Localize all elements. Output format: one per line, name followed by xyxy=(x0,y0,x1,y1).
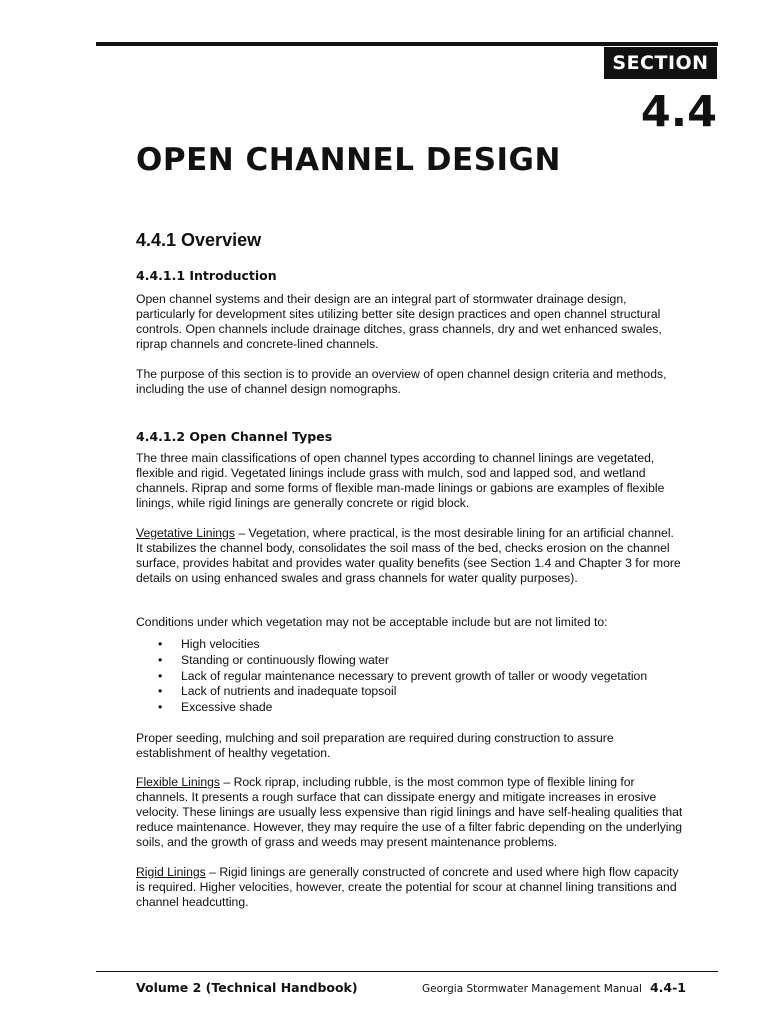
overview-heading: 4.4.1 Overview xyxy=(136,230,262,250)
footer-right xyxy=(422,980,686,995)
rigid-linings-paragraph xyxy=(136,865,684,910)
list-item xyxy=(136,669,684,685)
open-channel-types-heading: 4.4.1.2 Open Channel Types xyxy=(136,429,333,444)
section-label: SECTION xyxy=(604,47,717,79)
page-number: 4.4-1 xyxy=(649,980,686,995)
vegetative-linings-text: – Vegetation, where practical, is the most desirable lining for an artificial channel. It stabilizes the channel body, consolidates the soil mass of the bed, checks erosion on the channel surface, provides habitat and provides water quality benefits (see Section 1.4 and Chapter 3 for more details on using enhanced swales and grass channels for water quality purposes). xyxy=(136,526,681,585)
types-intro-paragraph: The three main classifications of open channel types according to channel linings are vegetated, flexible and rigid. Vegetated linings include grass with mulch, sod and lapped sod, and wetland channels. Riprap and some forms of flexible man-made linings or gabions are examples of flexible linings, while rigid linings are generally concrete or rigid block. xyxy=(136,451,665,510)
list-item xyxy=(136,653,684,669)
bullet-icon: • xyxy=(158,700,163,715)
list-item-text: High velocities xyxy=(181,637,260,651)
rigid-linings-text: – Rigid linings are generally constructed of concrete and used where high flow capacity is required. Higher velocities, however, create the potential for scour at channel lining transitions and channel headcutting. xyxy=(136,865,679,909)
introduction-heading: 4.4.1.1 Introduction xyxy=(136,268,277,283)
rigid-linings-term: Rigid Linings xyxy=(136,865,206,879)
section-number: 4.4 xyxy=(640,87,717,137)
introduction-paragraph-1: Open channel systems and their design are an integral part of stormwater drainage design, particularly for development sites utilizing better site design practices and open channel structural controls. Open channels include drainage ditches, grass channels, dry and wet enhanced swales, riprap channels and concrete-lined channels. xyxy=(136,292,662,351)
list-item xyxy=(136,700,684,716)
bullet-icon: • xyxy=(158,637,163,651)
list-item-text: Lack of nutrients and inadequate topsoil xyxy=(181,684,397,699)
conditions-intro: Conditions under which vegetation may not be acceptable include but are not limited to: xyxy=(136,615,608,629)
footer-volume: Volume 2 (Technical Handbook) xyxy=(136,980,358,995)
bullet-icon: • xyxy=(158,668,163,683)
list-item-text: Standing or continuously flowing water xyxy=(181,652,389,667)
list-item-text: Lack of regular maintenance necessary to prevent growth of taller or woody vegetation xyxy=(181,668,648,683)
flexible-linings-text: – Rock riprap, including rubble, is the most common type of flexible lining for channels. It presents a rough surface that can dissipate energy and mitigate increases in erosive velocity. These linings are usually less expensive than rigid linings and have self-healing qualities that reduce maintenance. However, they may require the use of a filter fabric depending on the underlying soils, and the growth of grass and weeds may present maintenance problems. xyxy=(136,775,683,849)
page-title: OPEN CHANNEL DESIGN xyxy=(136,142,561,178)
introduction-paragraph-2: The purpose of this section is to provide an overview of open channel design criteria and methods, including the use of channel design nomographs. xyxy=(136,367,667,396)
top-rule xyxy=(96,42,718,46)
list-item xyxy=(136,684,684,700)
vegetative-linings-paragraph xyxy=(136,526,684,586)
flexible-linings-term: Flexible Linings xyxy=(136,775,221,789)
list-item xyxy=(136,637,684,653)
footer-manual-title: Georgia Stormwater Management Manual xyxy=(421,983,642,995)
vegetative-linings-term: Vegetative Linings xyxy=(136,526,235,540)
seeding-paragraph: Proper seeding, mulching and soil preparation are required during construction to assure establishment of healthy vegetation. xyxy=(136,731,614,760)
list-item-text: Excessive shade xyxy=(181,700,273,715)
conditions-list xyxy=(136,637,684,716)
bullet-icon: • xyxy=(158,652,163,667)
footer-rule xyxy=(96,971,718,972)
flexible-linings-paragraph xyxy=(136,775,684,850)
bullet-icon: • xyxy=(158,684,163,699)
